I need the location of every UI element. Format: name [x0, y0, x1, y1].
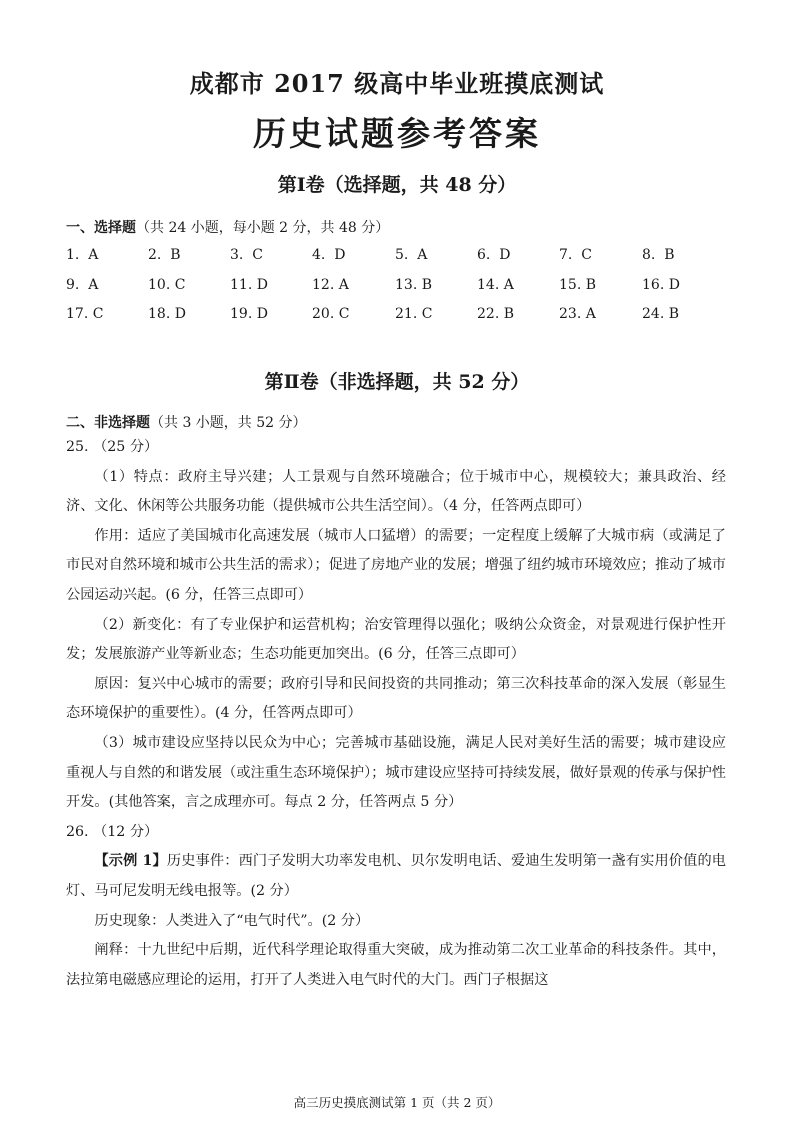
answer-item: 21. C — [395, 306, 433, 322]
answer-item: 10. C — [148, 276, 186, 293]
answer-item: 5. A — [395, 247, 428, 263]
answer-item: 14. A — [477, 276, 514, 293]
answer-item: 13. B — [395, 276, 433, 293]
answer-item: 3. C — [230, 247, 263, 263]
answer-item: 4. D — [312, 247, 346, 263]
answer-item: 22. B — [477, 306, 515, 322]
answer-item: 23. A — [559, 306, 596, 322]
part2-heading: 第Ⅱ卷（非选择题，共 52 分） — [264, 371, 530, 393]
answer-item: 9. A — [66, 276, 99, 293]
q26-example1-phenomenon: 历史现象：人类进入了“电气时代”。(2 分） — [94, 912, 370, 929]
q25-part1-effect: 作用：适应了美国城市化高速发展（城市人口猛增）的需要；一定程度上缓解了大城市病（或满足了市民对自然环境和城市公共生活的需求）；促进了房地产业的发展；增强了纽约城市环境效应；推动了城市公园运动兴起。(6 分，任答三点即可） — [66, 527, 726, 603]
part2-section-header — [66, 412, 307, 432]
answer-item: 6. D — [477, 247, 511, 263]
example-tag: 【示例 1】 — [94, 853, 167, 870]
answer-key-title: 历史试题参考答案 — [253, 114, 541, 153]
answer-item: 18. D — [148, 306, 186, 322]
answer-item: 20. C — [312, 306, 350, 322]
q25-part2-answer: （2）新变化：有了专业保护和运营机构；治安管理得以强化；吸纳公众资金，对景观进行保护性开发；发展旅游产业等新业态；生态功能更加突出。(6 分，任答三点即可） — [66, 616, 726, 663]
q25-part2-reason: 原因：复兴中心城市的需要；政府引导和民间投资的共同推动；第三次科技革命的深入发展（彰显生态环境保护的重要性）。(4 分，任答两点即可） — [66, 675, 726, 722]
example-text: 历史事件：西门子发明大功率发电机、贝尔发明电话、爱迪生发明第一盏有实用价值的电灯、马可尼发明无线电报等。(2 分） — [66, 853, 726, 899]
answer-item: 11. D — [230, 276, 268, 293]
answer-item: 16. D — [642, 276, 680, 293]
q26-example1-explanation: 阐释：十九世纪中后期，近代科学理论取得重大突破，成为推动第二次工业革命的科技条件。其中，法拉第电磁感应理论的运用，打开了人类进入电气时代的大门。西门子根据这 — [66, 942, 726, 988]
answer-item: 19. D — [230, 306, 268, 322]
answer-row — [66, 306, 726, 326]
q25-part3-answer: （3）城市建设应坚持以民众为中心；完善城市基础设施，满足人民对美好生活的需要；城市建设应重视人与自然的和谐发展（或注重生态环境保护）；城市建设应坚持可持续发展，做好景观的传承与保护性开发。(其他答案，言之成理亦可。每点 2 分，任答两点 5 分） — [66, 734, 726, 811]
part1-heading: 第Ⅰ卷（选择题，共 48 分） — [277, 174, 517, 196]
exam-title: 成都市 2017 级高中毕业班摸底测试 — [189, 69, 605, 98]
part1-section-header — [66, 217, 389, 237]
q26-example1-events — [66, 847, 726, 906]
answer-row — [66, 277, 726, 297]
answer-item: 17. C — [66, 306, 104, 322]
answer-row — [66, 247, 726, 267]
section-note: （共 3 小题，共 52 分） — [150, 415, 307, 431]
answer-item: 1. A — [66, 247, 99, 263]
question-25-heading: 25. （25 分） — [66, 439, 159, 455]
page-footer: 高三历史摸底测试第 1 页（共 2 页） — [293, 1095, 501, 1110]
answer-item: 15. B — [559, 276, 597, 293]
answer-item: 8. B — [642, 247, 675, 263]
answer-item: 2. B — [148, 247, 181, 263]
q25-part1-answer: （1）特点：政府主导兴建；人工景观与自然环境融合；位于城市中心，规模较大；兼具政治、经济、文化、休闲等公共服务功能（提供城市公共生活空间）。（4 分，任答两点即可） — [66, 468, 726, 515]
answer-item: 7. C — [559, 247, 592, 263]
section-title: 一、选择题 — [66, 220, 136, 236]
answer-item: 24. B — [642, 306, 680, 322]
question-26-heading: 26. （12 分） — [66, 823, 159, 840]
answer-item: 12. A — [312, 276, 349, 293]
section-title: 二、非选择题 — [66, 415, 150, 431]
answer-body — [66, 433, 726, 995]
section-note: （共 24 小题，每小题 2 分，共 48 分） — [136, 220, 390, 236]
